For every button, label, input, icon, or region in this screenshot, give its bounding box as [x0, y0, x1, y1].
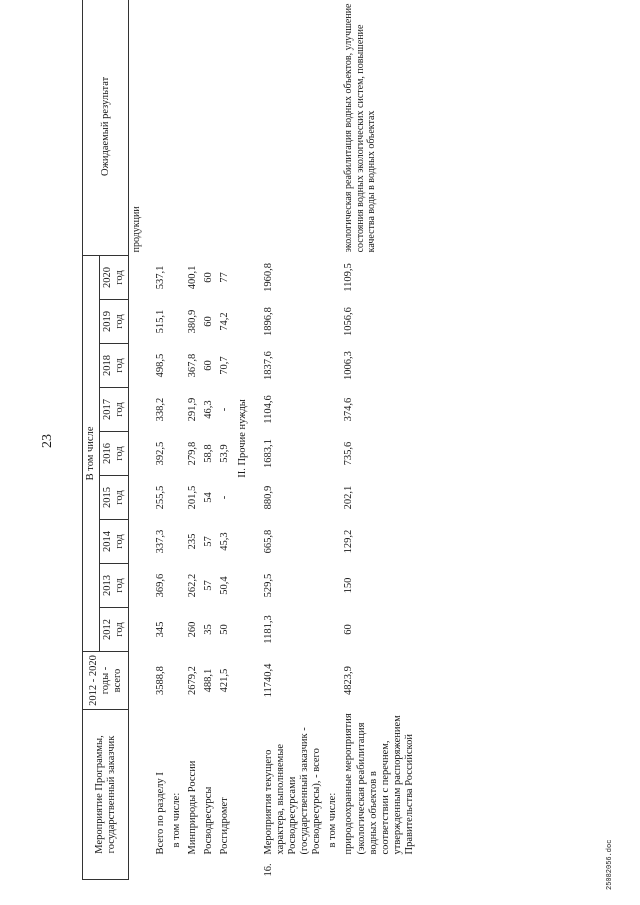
row-year-value: 54: [202, 492, 214, 503]
table-row: [253, 0, 325, 880]
row-year-value: 337,3: [154, 529, 166, 554]
row-result: [217, 0, 233, 255]
row-year-value: 74,2: [218, 312, 230, 331]
row-label: Росгидромет: [218, 797, 230, 855]
row-year-value: 1181,3: [263, 615, 275, 644]
row-year-value: 1837,6: [263, 351, 275, 380]
table-row: [217, 0, 233, 880]
row-year-value: 45,3: [218, 532, 230, 551]
row-year-value: 60: [202, 272, 214, 283]
row-total: 421,5: [218, 668, 230, 693]
row-year-value: 529,5: [263, 573, 275, 598]
row-year-value: 735,6: [343, 441, 355, 466]
table-header: [83, 0, 129, 880]
row-year-value: [325, 344, 341, 388]
row-year-value: 46,3: [202, 400, 214, 419]
row-year-value: 201,5: [186, 485, 198, 510]
header-year: 2019 год: [100, 300, 129, 344]
row-year-value: [169, 432, 185, 476]
row-year-value: 380,9: [186, 309, 198, 334]
row-year-value: 498,5: [154, 353, 166, 378]
row-year-value: 53,9: [218, 444, 230, 463]
row-year-value: 50: [218, 624, 230, 635]
row-index: [217, 858, 233, 880]
row-year-value: 1006,3: [343, 351, 355, 380]
row-year-value: [169, 344, 185, 388]
row-result: [185, 0, 201, 255]
row-year-value: 60: [202, 316, 214, 327]
row-year-value: [325, 564, 341, 608]
header-result: Ожидаемый результат: [83, 0, 129, 255]
row-year-value: [325, 520, 341, 564]
row-year-value: 50,4: [218, 576, 230, 595]
row-result: [169, 0, 185, 255]
result-text-carryover: продукции: [131, 206, 143, 253]
row-label: в том числе:: [327, 792, 339, 848]
section-title: II. Прочие нужды: [237, 399, 248, 478]
row-label: в том числе:: [170, 792, 182, 848]
row-total: 3588,8: [154, 666, 166, 695]
header-year: 2014 год: [100, 520, 129, 564]
row-year-value: -: [218, 495, 230, 500]
row-year-value: 150: [343, 577, 355, 594]
row-year-value: 537,1: [154, 265, 166, 290]
row-year-value: [325, 432, 341, 476]
header-year: 2015 год: [100, 476, 129, 520]
row-year-value: 279,8: [186, 441, 198, 466]
row-year-value: 374,6: [343, 397, 355, 422]
row-year-value: 1104,6: [263, 395, 275, 424]
row-year-value: 345: [154, 621, 166, 638]
header-year: 2020 год: [100, 255, 129, 299]
row-year-value: [169, 608, 185, 652]
row-year-value: 235: [186, 533, 198, 550]
row-total: 488,1: [202, 668, 214, 693]
rotated-table-sheet: [82, 0, 537, 880]
row-year-value: 58,8: [202, 444, 214, 463]
row-year-value: 1056,6: [343, 307, 355, 336]
row-index: 16.: [263, 863, 275, 877]
row-result: [325, 0, 341, 255]
row-year-value: 57: [202, 536, 214, 547]
row-total: 2679,2: [186, 666, 198, 695]
table-row: [145, 0, 169, 880]
table-row: [341, 0, 417, 880]
row-year-value: 367,8: [186, 353, 198, 378]
row-total: [169, 652, 185, 710]
row-year-value: 35: [202, 624, 214, 635]
row-year-value: 1109,5: [343, 263, 355, 292]
header-year: 2012 год: [100, 608, 129, 652]
row-year-value: 129,2: [343, 529, 355, 554]
table-body: [129, 0, 418, 880]
row-year-value: [169, 564, 185, 608]
row-year-value: [169, 388, 185, 432]
row-year-value: 880,9: [263, 485, 275, 510]
row-year-value: 392,5: [154, 441, 166, 466]
header-year: 2017 год: [100, 388, 129, 432]
header-year: 2018 год: [100, 344, 129, 388]
table-row: [169, 0, 185, 880]
row-year-value: 70,7: [218, 356, 230, 375]
header-total: 2012 - 2020 годы - всего: [83, 652, 129, 710]
row-year-value: 202,1: [343, 485, 355, 510]
row-year-value: 260: [186, 621, 198, 638]
row-result: экологическая реабилитация водных объектов, улучшение состояния водных экологических систем, повышение качества воды в водных объектах: [343, 3, 378, 253]
row-year-value: 262,2: [186, 573, 198, 598]
row-result: [201, 0, 217, 255]
header-year: 2016 год: [100, 432, 129, 476]
program-table: [82, 0, 418, 880]
row-total: 4823,9: [343, 666, 355, 695]
row-year-value: 369,6: [154, 573, 166, 598]
document-footer-id: 25082056.doc: [606, 839, 614, 890]
row-year-value: 338,2: [154, 397, 166, 422]
row-index: [341, 858, 417, 880]
row-year-value: [169, 255, 185, 299]
table-row: [185, 0, 201, 880]
row-year-value: 400,1: [186, 265, 198, 290]
section-row: [233, 0, 253, 880]
row-year-value: 57: [202, 580, 214, 591]
row-index: [169, 858, 185, 880]
row-year-value: 255,5: [154, 485, 166, 510]
carryover-row: [129, 0, 145, 880]
row-label: Мероприятия текущего характера, выполняемые Росводресурсами (государственный заказчик - Росводресурсы), - всего: [263, 727, 323, 855]
row-year-value: 1896,8: [263, 307, 275, 336]
row-year-value: [169, 476, 185, 520]
row-total: [325, 652, 341, 710]
row-year-value: [325, 255, 341, 299]
row-label: Всего по разделу I: [154, 772, 166, 855]
row-year-value: [169, 520, 185, 564]
row-year-value: 665,8: [263, 529, 275, 554]
row-index: [201, 858, 217, 880]
row-year-value: [325, 476, 341, 520]
row-year-value: 60: [202, 360, 214, 371]
header-year: 2013 год: [100, 564, 129, 608]
row-year-value: [169, 300, 185, 344]
row-year-value: 77: [218, 272, 230, 283]
row-year-value: 1683,1: [263, 439, 275, 468]
row-total: 11740,4: [263, 663, 275, 698]
row-year-value: 515,1: [154, 309, 166, 334]
row-year-value: [325, 388, 341, 432]
row-label: природоохранные мероприятия (экологическая реабилитация водных объектов в соответствии с перечнем, утвержденным распоряжением Правительства Российской: [343, 713, 415, 855]
row-year-value: [325, 300, 341, 344]
row-index: [185, 858, 201, 880]
row-year-value: 1960,8: [263, 263, 275, 292]
row-year-value: -: [218, 407, 230, 412]
table-row: [201, 0, 217, 880]
header-including: В том числе: [83, 255, 100, 651]
row-year-value: 60: [343, 624, 355, 635]
row-year-value: [325, 608, 341, 652]
row-result: [145, 0, 169, 255]
row-result: [253, 0, 325, 255]
page-number: 23: [40, 434, 55, 448]
row-index: [325, 858, 341, 880]
row-label: Минприроды России: [186, 760, 198, 855]
row-index: [145, 858, 169, 880]
table-row: [325, 0, 341, 880]
header-measure: Мероприятие Программы, государственный заказчик: [83, 710, 129, 880]
row-label: Росводресурсы: [202, 786, 214, 855]
row-year-value: 291,9: [186, 397, 198, 422]
